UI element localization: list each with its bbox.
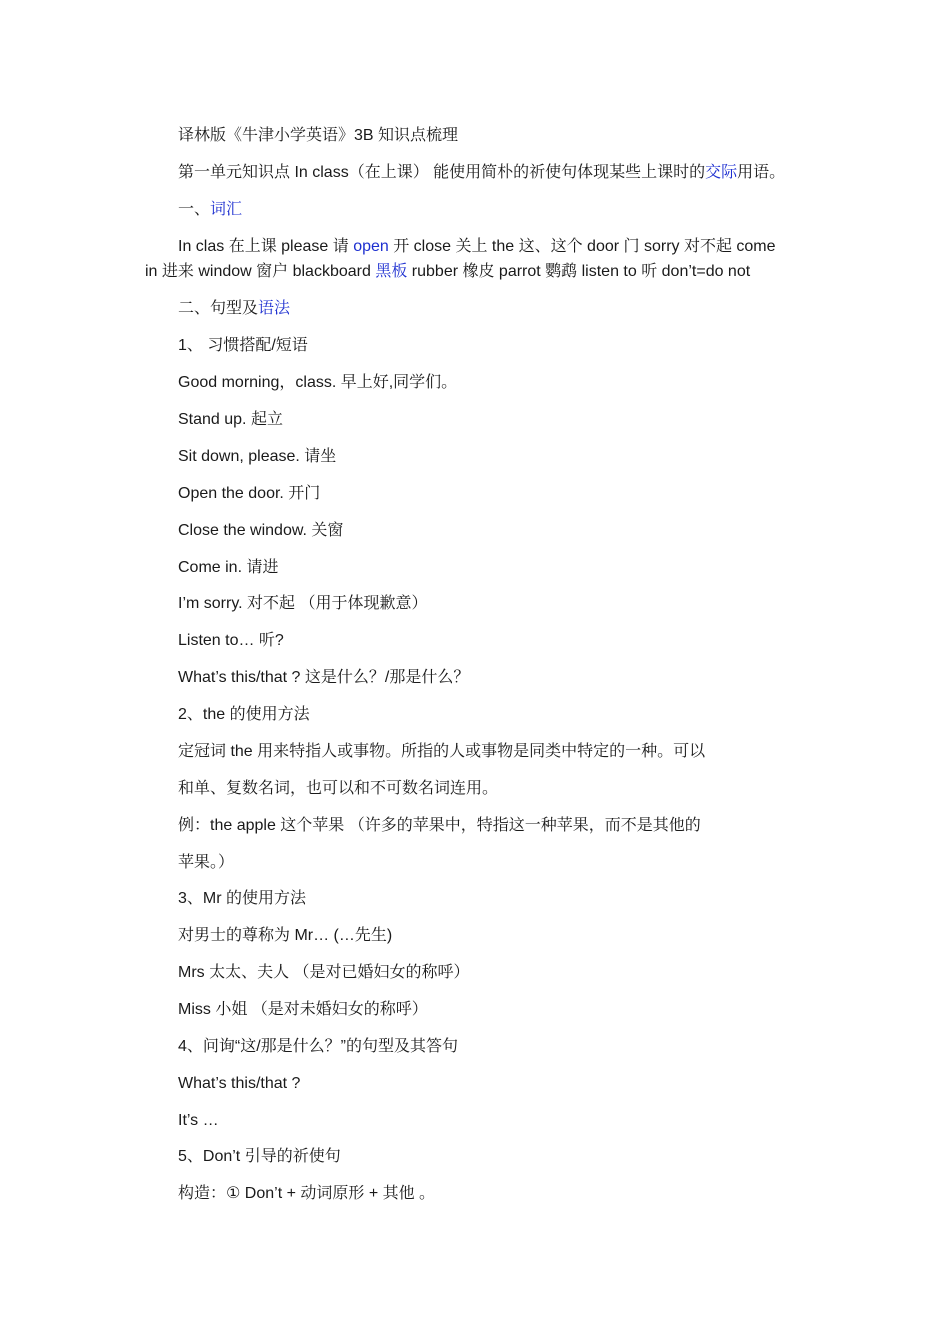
phrase-line: Come in. 请进 [178,559,279,576]
link-heiban[interactable]: 黑板 [375,263,408,280]
qa-line: What’s this/that ? [178,1075,301,1092]
subheading-the-usage: 2、the 的使用方法 [178,706,310,723]
unit-intro-tail: 用语。 [737,164,786,181]
phrase-line: I’m sorry. 对不起 （用于体现歉意） [178,595,428,612]
section-prefix: 一、 [178,201,211,218]
link-yufa[interactable]: 语法 [258,300,291,317]
unit-intro [178,162,785,184]
vocab-text: In clas 在上课 please 请 [178,238,354,255]
phrase-line: Stand up. 起立 [178,411,283,428]
section-vocabulary-heading [178,199,242,221]
subheading-phrases: 1、 习惯搭配/短语 [178,337,308,354]
the-usage-line: 苹果。） [178,854,235,871]
subheading-dont: 5、Don’t 引导的祈使句 [178,1148,341,1165]
vocab-text: rubber 橡皮 parrot 鹦鹉 listen to 听 don’t=do not [407,263,751,280]
link-open[interactable]: open [353,238,389,255]
link-cihui[interactable]: 词汇 [210,201,243,218]
mr-usage-line: 对男士的尊称为 Mr… (…先生) [178,927,393,944]
section-prefix: 二、句型及 [178,300,259,317]
phrase-line: Sit down, please. 请坐 [178,448,337,465]
vocab-text: 开 close 关上 the 这、这个 door 门 sorry 对不起 come [388,238,776,255]
vocab-line-2 [145,261,750,283]
mr-usage-line: Mrs 太太、夫人 （是对已婚妇女的称呼） [178,964,470,981]
subheading-question: 4、问询“这/那是什么？”的句型及其答句 [178,1038,459,1055]
subheading-mr-usage: 3、Mr 的使用方法 [178,890,307,907]
phrase-line: Listen to… 听? [178,632,284,649]
the-usage-line: 和单、复数名词，也可以和不可数名词连用。 [178,780,499,797]
phrase-line: What’s this/that ? 这是什么？/那是什么？ [178,669,470,686]
link-jiaoji[interactable]: 交际 [705,164,738,181]
section-grammar-heading [178,298,290,320]
structure-line: 构造：① Don’t + 动词原形 + 其他 。 [178,1185,436,1202]
mr-usage-line: Miss 小姐 （是对未婚妇女的称呼） [178,1001,428,1018]
phrase-line: Good morning，class. 早上好,同学们。 [178,374,458,391]
qa-line: It’s … [178,1112,219,1129]
phrase-line: Close the window. 关窗 [178,522,344,539]
unit-intro-text: 第一单元知识点 In class（在上课） 能使用简朴的祈使句体现某些上课时的 [178,164,706,181]
document-title: 译林版《牛津小学英语》3B 知识点梳理 [178,127,459,144]
the-usage-line: 例：the apple 这个苹果 （许多的苹果中，特指这一种苹果，而不是其他的 [178,817,701,834]
the-usage-line: 定冠词 the 用来特指人或事物。所指的人或事物是同类中特定的一种。可以 [178,743,706,760]
vocab-line-1 [178,236,776,258]
vocab-text: in 进来 window 窗户 blackboard [145,263,376,280]
phrase-line: Open the door. 开门 [178,485,321,502]
